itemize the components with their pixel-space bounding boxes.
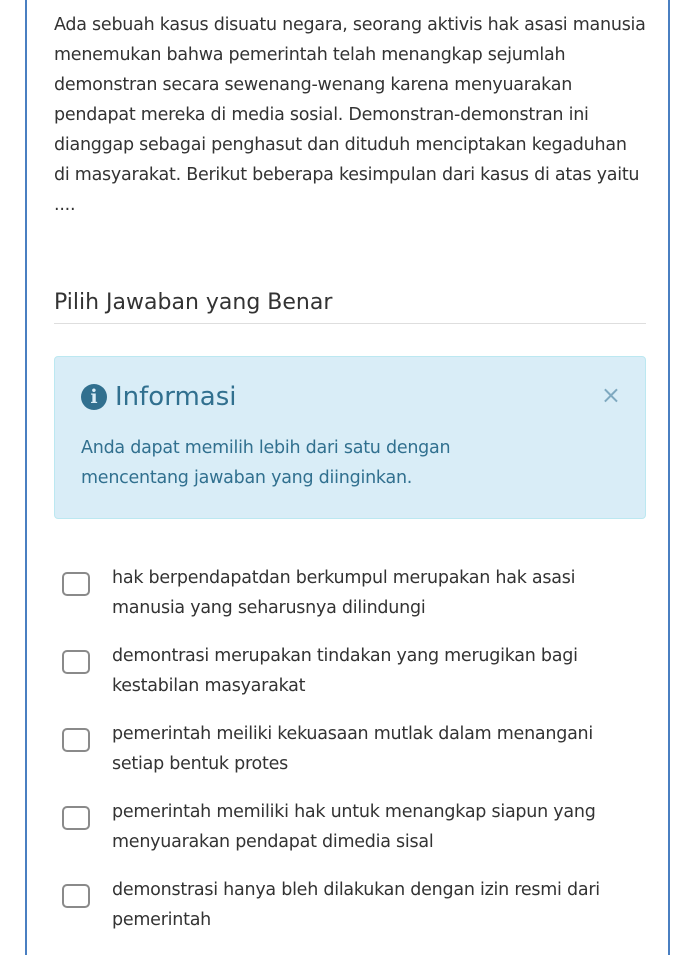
option-checkbox[interactable] xyxy=(62,728,90,752)
option-checkbox[interactable] xyxy=(62,806,90,830)
option-item[interactable] xyxy=(54,719,646,797)
alert-title: Informasi xyxy=(115,382,237,412)
alert-message: Anda dapat memilih lebih dari satu dengan mencentang jawaban yang diinginkan. xyxy=(81,438,451,488)
option-label[interactable]: demonstrasi hanya bleh dilakukan dengan izin resmi dari pemerintah xyxy=(112,880,600,930)
alert-close-button[interactable]: × xyxy=(600,381,621,409)
option-checkbox[interactable] xyxy=(62,650,90,674)
option-item[interactable] xyxy=(54,797,646,875)
question-card xyxy=(25,0,670,955)
option-item[interactable] xyxy=(54,563,646,641)
question-content xyxy=(54,0,646,930)
option-label[interactable]: hak berpendapatdan berkumpul merupakan hak asasi manusia yang seharusnya dilindungi xyxy=(112,568,576,618)
alert-header xyxy=(81,381,236,413)
question-text: Ada sebuah kasus disuatu negara, seorang aktivis hak asasi manusia menemukan bahwa pemerintah telah menangkap sejumlah demonstran secara sewenang-wenang karena menyuarakan pendapat mereka di media sosial. Demonstran-demonstran ini dianggap sebagai penghasut dan dituduh menciptakan kegaduhan di masyarakat. Berikut beberapa kesimpulan dari kasus di atas yaitu .... xyxy=(54,15,646,215)
info-circle-icon: i xyxy=(81,384,107,410)
answer-options xyxy=(54,563,646,953)
option-item[interactable] xyxy=(54,641,646,719)
option-label[interactable]: demontrasi merupakan tindakan yang merugikan bagi kestabilan masyarakat xyxy=(112,646,578,696)
option-checkbox[interactable] xyxy=(62,884,90,908)
info-alert xyxy=(54,356,646,519)
option-item[interactable] xyxy=(54,875,646,953)
option-label[interactable]: pemerintah memiliki hak untuk menangkap siapun yang menyuarakan pendapat dimedia sisal xyxy=(112,802,596,852)
answer-section-title: Pilih Jawaban yang Benar xyxy=(54,283,646,324)
option-label[interactable]: pemerintah meiliki kekuasaan mutlak dalam menangani setiap bentuk protes xyxy=(112,724,594,774)
option-checkbox[interactable] xyxy=(62,572,90,596)
